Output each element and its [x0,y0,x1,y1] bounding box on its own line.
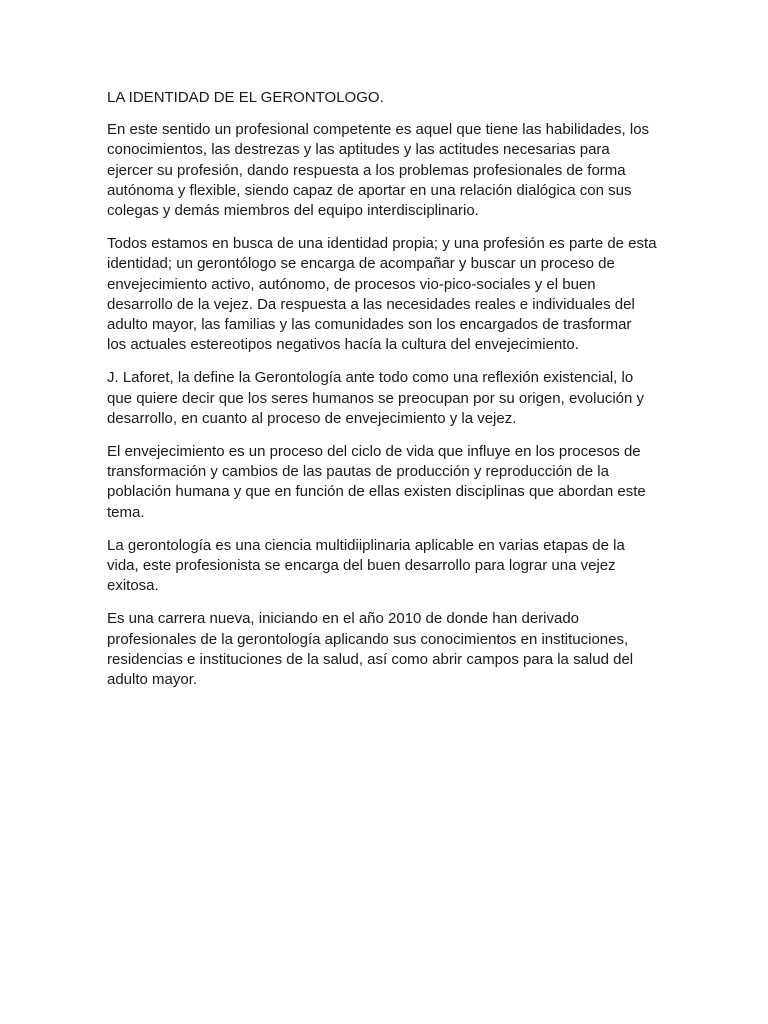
paragraph [107,442,663,523]
text-line: ejercer su profesión, dando respuesta a los problemas profesionales de forma [107,161,626,179]
text-line: Es una carrera nueva, iniciando en el año 2010 de donde han derivado [107,610,580,628]
paragraph [107,536,663,597]
text-line: exitosa. [107,577,159,595]
text-line: El envejecimiento es un proceso del ciclo de vida que influye en los procesos de [107,443,641,461]
text-line: J. Laforet, la define la Gerontología ante todo como una reflexión existencial, lo [107,369,634,387]
text-line: los actuales estereotipos negativos hacía la cultura del envejecimiento. [107,336,579,354]
text-line: tema. [107,503,145,521]
text-line: identidad; un gerontólogo se encarga de acompañar y buscar un proceso de [107,255,615,273]
document-body [107,88,663,703]
text-line: profesionales de la gerontología aplicando sus conocimientos en instituciones, [107,630,629,648]
text-line: envejecimiento activo, autónomo, de procesos vio-pico-sociales y el buen [107,275,596,293]
text-line: población humana y que en función de ellas existen disciplinas que abordan este [107,483,646,501]
text-line: adulto mayor, las familias y las comunidades son los encargados de trasformar [107,316,632,334]
text-line: conocimientos, las destrezas y las aptitudes y las actitudes necesarias para [107,141,610,159]
paragraph [107,120,663,221]
text-line: desarrollo, en cuanto al proceso de envejecimiento y la vejez. [107,409,517,427]
text-line: residencias e instituciones de la salud, así como abrir campos para la salud del [107,650,634,668]
text-line: Todos estamos en busca de una identidad propia; y una profesión es parte de esta [107,235,657,253]
document-title: LA IDENTIDAD DE EL GERONTOLOGO. [107,89,384,106]
paragraph [107,368,663,429]
paragraph [107,234,663,355]
paragraph [107,609,663,690]
text-line: que quiere decir que los seres humanos se preocupan por su origen, evolución y [107,389,644,407]
text-line: transformación y cambios de las pautas de producción y reproducción de la [107,463,609,481]
text-line: adulto mayor. [107,671,198,689]
text-line: vida, este profesionista se encarga del buen desarrollo para lograr una vejez [107,557,616,575]
text-line: La gerontología es una ciencia multidiiplinaria aplicable en varias etapas de la [107,536,625,554]
text-line: En este sentido un profesional competente es aquel que tiene las habilidades, los [107,121,650,139]
text-line: colegas y demás miembros del equipo interdisciplinario. [107,202,479,220]
text-line: autónoma y flexible, siendo capaz de aportar en una relación dialógica con sus [107,181,632,199]
text-line: desarrollo de la vejez. Da respuesta a las necesidades reales e individuales del [107,295,635,313]
